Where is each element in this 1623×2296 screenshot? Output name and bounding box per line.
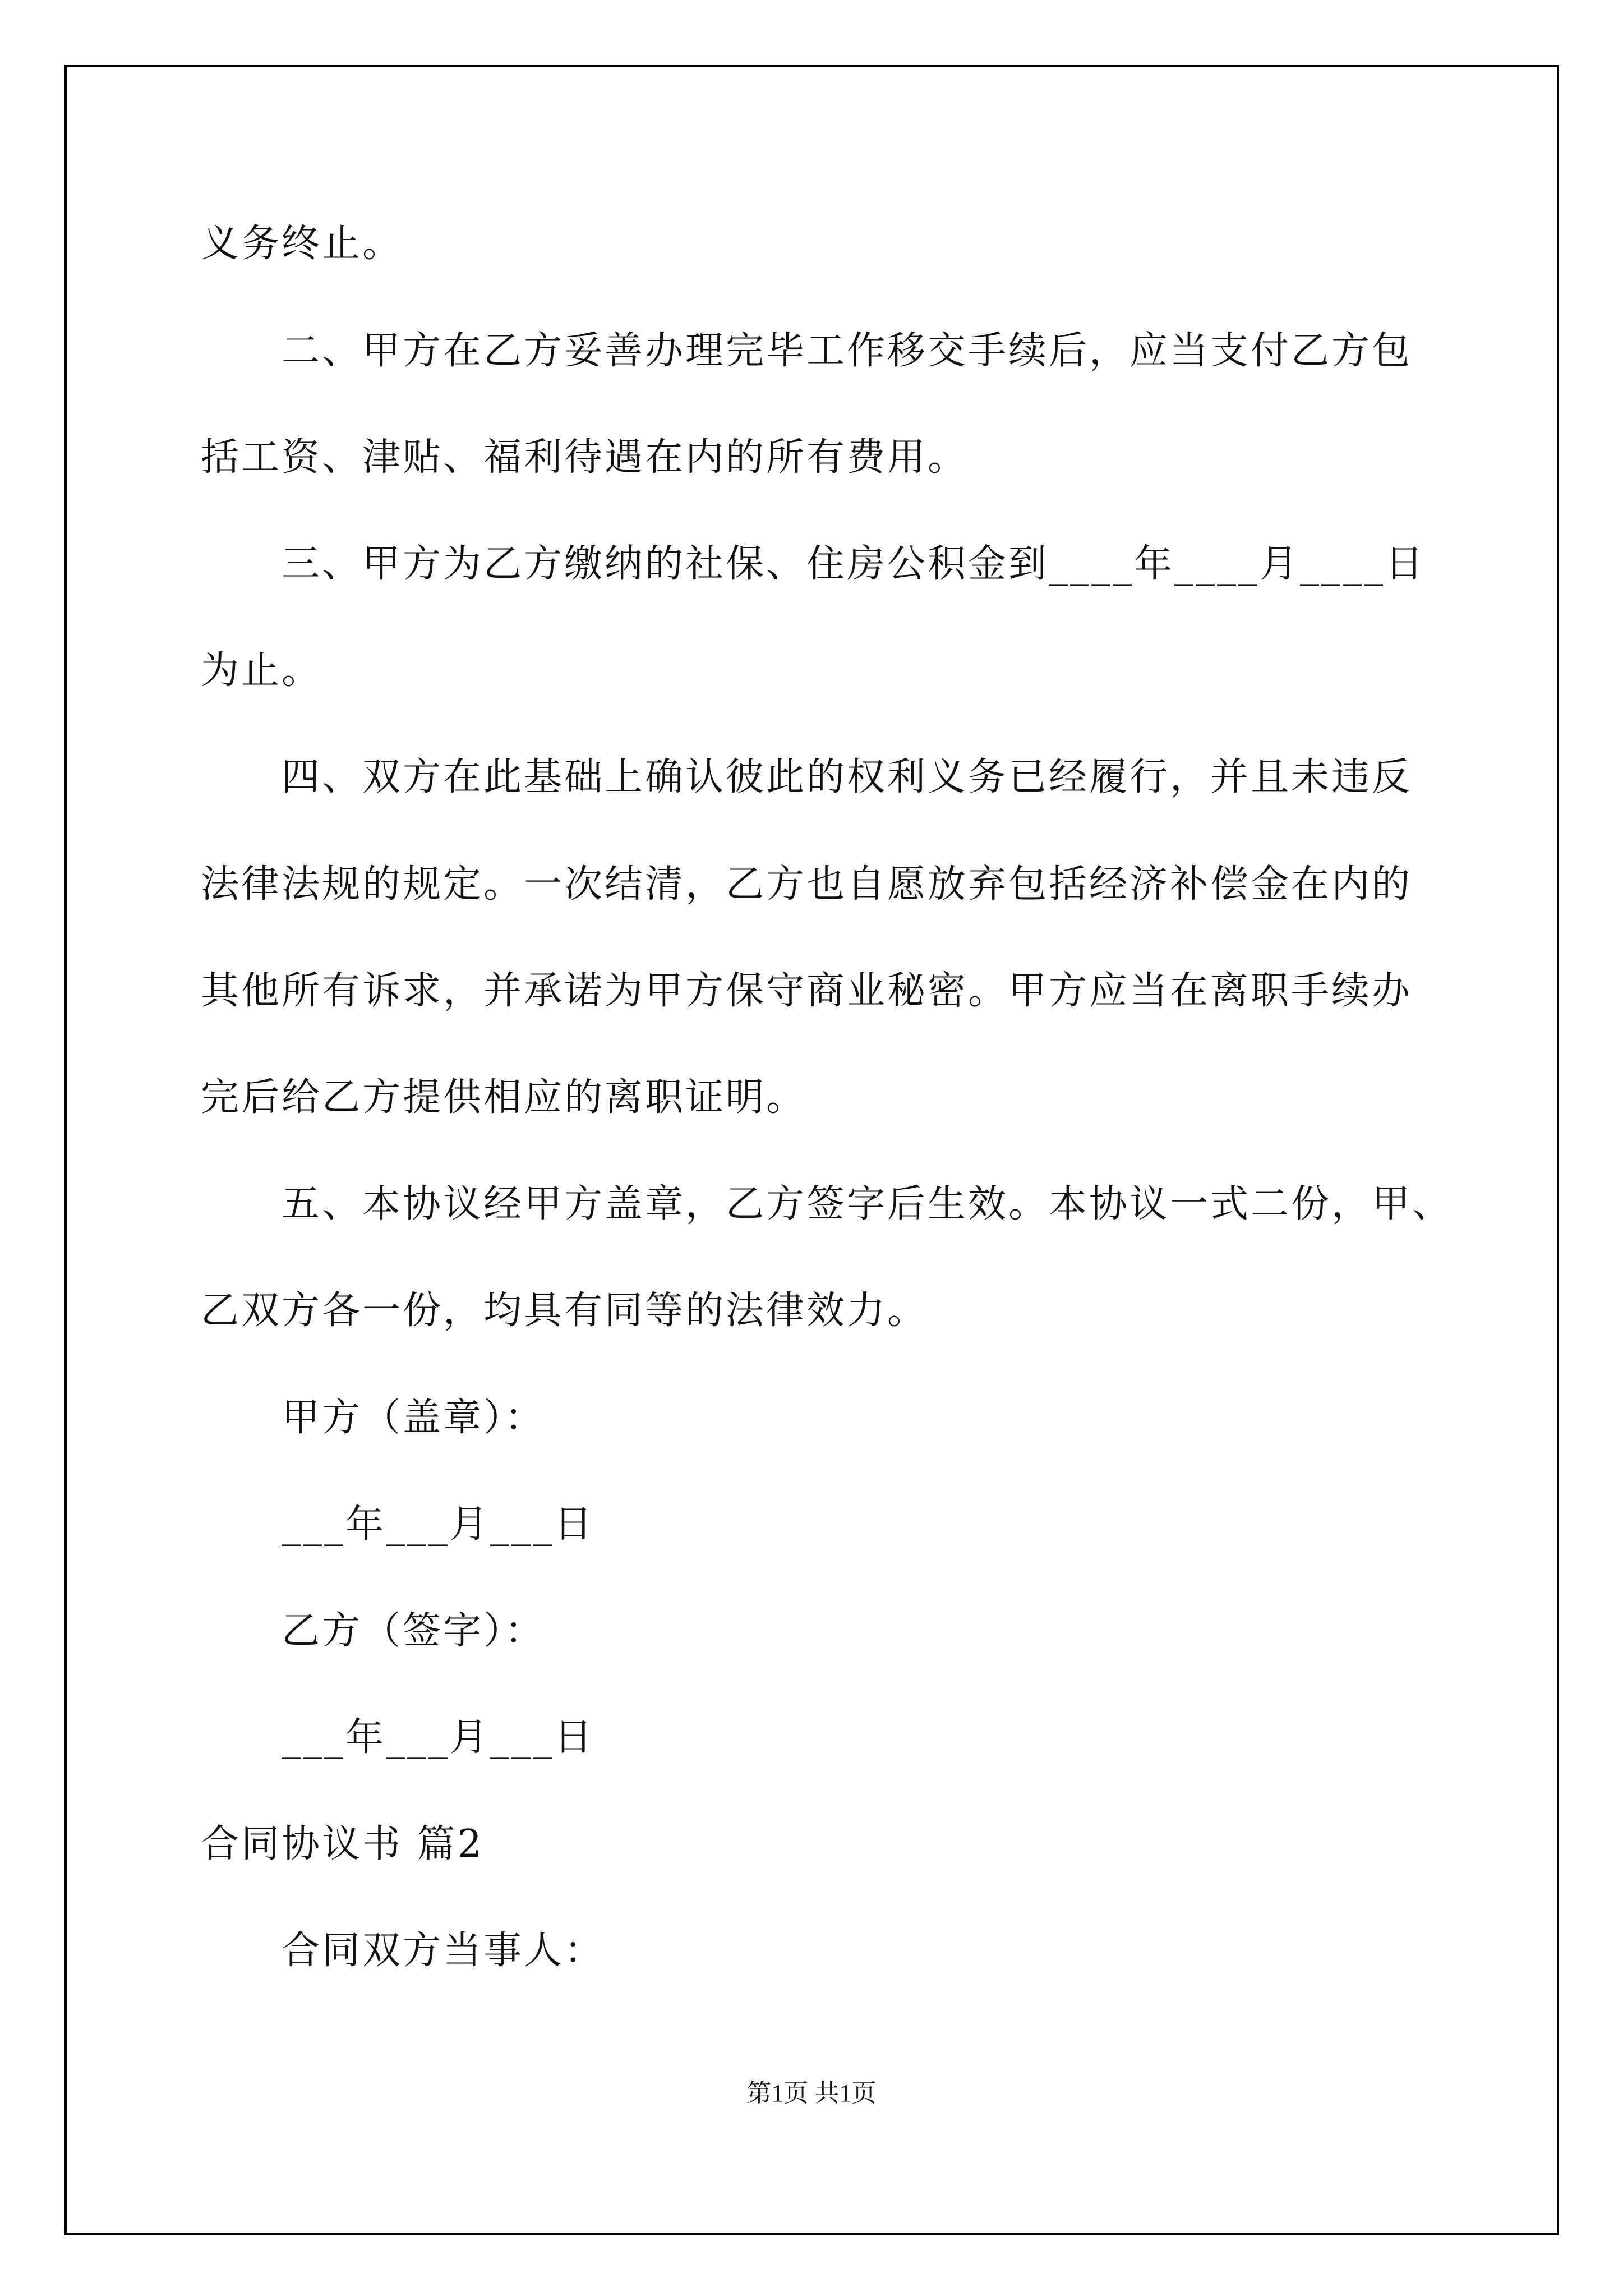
clause-2-line-1: 二、甲方在乙方妥善办理完毕工作移交手续后，应当支付乙方包: [282, 329, 1413, 373]
clause-3-line-1: 三、甲方为乙方缴纳的社保、住房公积金到____年____月____日: [282, 542, 1426, 586]
section-heading: 合同协议书 篇2: [201, 1822, 484, 1866]
party-b-date-line: ___年___月___日: [282, 1715, 595, 1760]
page-number-footer: 第1页 共1页: [746, 2079, 877, 2107]
party-a-date-line: ___年___月___日: [282, 1502, 595, 1547]
page-border: [64, 65, 1559, 2235]
party-a-seal-label: 甲方（盖章）：: [282, 1396, 546, 1440]
clause-5-line-2: 乙双方各一份，均具有同等的法律效力。: [201, 1289, 928, 1333]
clause-4-line-3: 其他所有诉求，并承诺为甲方保守商业秘密。甲方应当在离职手续办: [201, 969, 1413, 1013]
paragraph-line-1: 义务终止。: [201, 222, 403, 266]
parties-label: 合同双方当事人：: [282, 1929, 605, 1973]
clause-2-line-2: 括工资、津贴、福利待遇在内的所有费用。: [201, 435, 969, 480]
clause-4-line-2: 法律法规的规定。一次结清，乙方也自愿放弃包括经济补偿金在内的: [201, 862, 1413, 907]
clause-4-line-1: 四、双方在此基础上确认彼此的权利义务已经履行，并且未违反: [282, 755, 1413, 799]
clause-3-line-2: 为止。: [201, 648, 322, 693]
clause-4-line-4: 完后给乙方提供相应的离职证明。: [201, 1075, 807, 1120]
party-b-signature-label: 乙方（签字）：: [282, 1609, 546, 1653]
clause-5-line-1: 五、本协议经甲方盖章，乙方签字后生效。本协议一式二份，甲、: [282, 1182, 1453, 1226]
